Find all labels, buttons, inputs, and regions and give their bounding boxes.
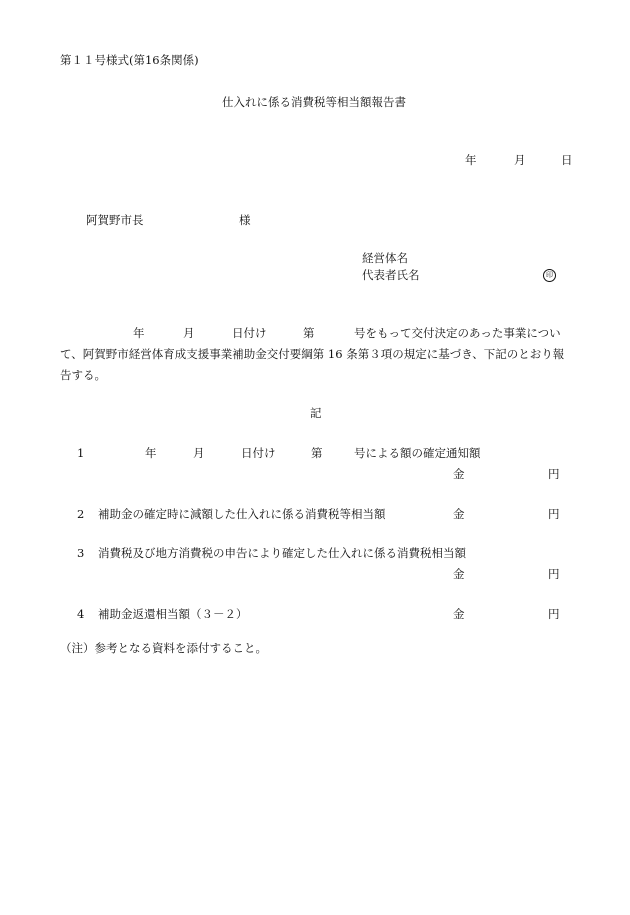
ki-heading: 記 <box>310 406 322 420</box>
body-line3: 告する。 <box>60 368 106 382</box>
body-line2: て、阿賀野市経営体育成支援事業補助金交付要綱第 16 条第３項の規定に基づき、下記のとおり報 <box>60 347 565 361</box>
date-month: 月 <box>514 153 526 167</box>
body-number-prefix: 第 <box>303 326 315 340</box>
body-line1-rest: 号をもって交付決定のあった事業につい <box>354 326 561 340</box>
item1-number-prefix: 第 <box>311 446 323 460</box>
body-year: 年 <box>133 326 145 340</box>
item4-kin: 金 <box>453 607 465 621</box>
body-date-suffix: 日付け <box>232 326 267 340</box>
date-day: 日 <box>561 153 573 167</box>
item3-yen: 円 <box>548 567 560 581</box>
body-month: 月 <box>183 326 195 340</box>
item2-text: 補助金の確定時に減額した仕入れに係る消費税等相当額 <box>98 507 386 521</box>
item3-number: 3 <box>77 546 85 560</box>
addressee-name: 阿賀野市長 <box>86 213 144 227</box>
entity-name-label: 経営体名 <box>362 251 408 265</box>
representative-label: 代表者氏名 <box>362 268 420 282</box>
item1-kin: 金 <box>453 467 465 481</box>
item1-yen: 円 <box>548 467 560 481</box>
document-title: 仕入れに係る消費税等相当額報告書 <box>222 95 406 109</box>
item3-text: 消費税及び地方消費税の申告により確定した仕入れに係る消費税相当額 <box>98 546 466 560</box>
addressee-honorific: 様 <box>239 213 251 227</box>
item1-month: 月 <box>193 446 205 460</box>
item1-text: 号による額の確定通知額 <box>354 446 481 460</box>
item4-number: 4 <box>77 607 85 621</box>
item4-yen: 円 <box>548 607 560 621</box>
date-year: 年 <box>465 153 477 167</box>
item3-kin: 金 <box>453 567 465 581</box>
item1-number: 1 <box>77 446 85 460</box>
seal-mark: 印 <box>543 269 556 282</box>
item2-yen: 円 <box>548 507 560 521</box>
item4-text: 補助金返還相当額（３－２） <box>98 607 248 621</box>
item2-kin: 金 <box>453 507 465 521</box>
item1-year: 年 <box>145 446 157 460</box>
note: （注）参考となる資料を添付すること。 <box>60 641 267 655</box>
item1-date-suffix: 日付け <box>241 446 276 460</box>
form-number: 第１１号様式(第16条関係) <box>60 53 199 67</box>
item2-number: 2 <box>77 507 85 521</box>
